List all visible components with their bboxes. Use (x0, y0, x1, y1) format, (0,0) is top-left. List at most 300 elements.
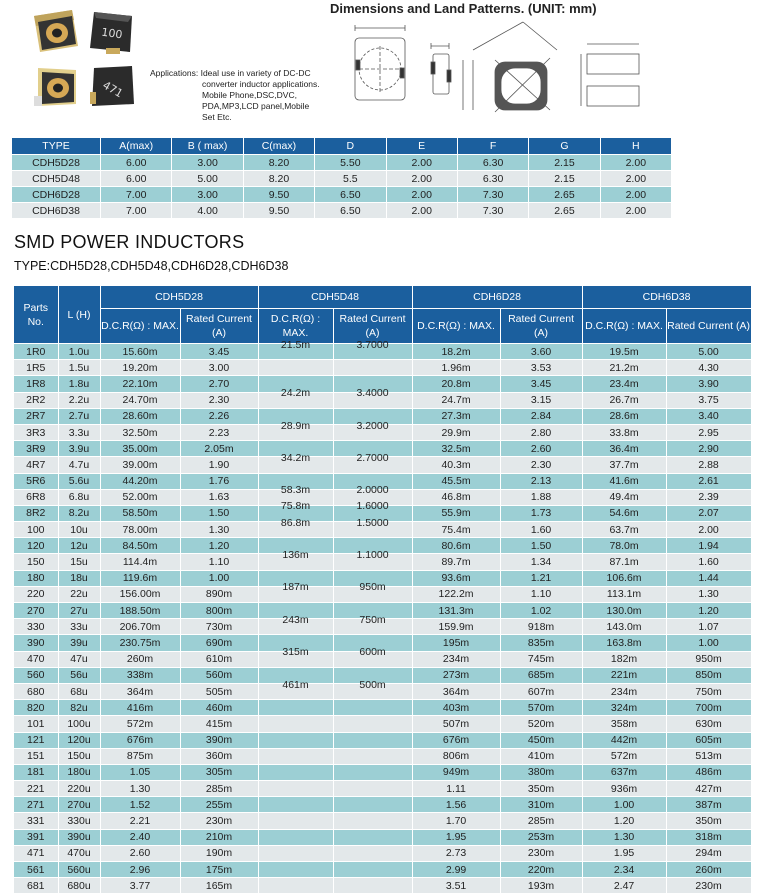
part-no-cell: 680 (14, 683, 58, 699)
dim-value-cell: 2.00 (386, 187, 457, 203)
cdh5d28-dcr-cell: 19.20m (100, 360, 180, 376)
cdh5d28-dcr-cell: 230.75m (100, 635, 180, 651)
cdh6d28-dcr-cell: 507m (412, 716, 500, 732)
cdh6d38-dcr-cell: 1.00 (582, 797, 666, 813)
cdh5d48-value: 600m (359, 646, 386, 659)
cdh6d38-current-cell: 230m (666, 878, 751, 893)
table-row (14, 716, 751, 732)
cdh6d38-dcr-cell: 2.47 (582, 878, 666, 893)
cdh5d28-dcr-cell: 260m (100, 651, 180, 667)
dim-table-row (12, 155, 672, 171)
dim-value-cell: 4.00 (172, 203, 243, 219)
cdh6d38-dcr-cell: 1.30 (582, 829, 666, 845)
part-no-cell: 181 (14, 764, 58, 780)
cdh6d38-current-cell: 2.61 (666, 473, 751, 489)
part-no-cell: 1R8 (14, 376, 58, 392)
cdh5d28-current-cell: 210m (180, 829, 258, 845)
cdh5d48-current-cell (333, 716, 412, 732)
inductance-cell: 180u (58, 764, 100, 780)
inductor-photo-3 (32, 62, 82, 110)
table-row (14, 554, 751, 570)
table-row (14, 732, 751, 748)
dim-header-f: F (457, 138, 528, 155)
cdh5d28-dcr-cell: 84.50m (100, 538, 180, 554)
photo-mark-471: 471 (100, 78, 126, 101)
cdh5d48-current-cell (333, 516, 412, 538)
cdh5d28-current-cell: 1.20 (180, 538, 258, 554)
dim-value-cell: 5.5 (315, 171, 386, 187)
cdh6d28-current-cell: 2.30 (500, 457, 582, 473)
header-group-cdh6d38: CDH6D38 (582, 286, 751, 309)
part-no-cell: 101 (14, 716, 58, 732)
dim-value-cell: 6.50 (315, 203, 386, 219)
cdh5d48-value: 86.8m (280, 516, 311, 529)
cdh5d48-current-cell (333, 878, 412, 893)
cdh5d28-dcr-cell: 119.6m (100, 570, 180, 586)
cdh6d28-current-cell: 835m (500, 635, 582, 651)
cdh5d48-value: 2.7000 (356, 451, 389, 464)
cdh6d38-current-cell: 2.00 (666, 522, 751, 538)
cdh6d38-current-cell: 3.40 (666, 408, 751, 424)
header-group-cdh5d28: CDH5D28 (100, 286, 258, 309)
cdh6d28-dcr-cell: 93.6m (412, 570, 500, 586)
part-no-cell: 220 (14, 586, 58, 602)
inductance-cell: 12u (58, 538, 100, 554)
table-row (14, 829, 751, 845)
table-row (14, 619, 751, 635)
table-row (14, 845, 751, 861)
cdh5d48-dcr-cell (258, 646, 333, 667)
header-rated-current: Rated Current (A) (500, 309, 582, 344)
cdh5d48-value: 21.5m (280, 338, 311, 351)
cdh5d48-dcr-cell (258, 338, 333, 360)
cdh6d38-current-cell: 1.00 (666, 635, 751, 651)
cdh6d38-current-cell: 513m (666, 748, 751, 764)
cdh5d48-dcr-cell (258, 764, 333, 780)
cdh5d48-current-cell (333, 451, 412, 473)
dim-header-a: A(max) (101, 138, 172, 155)
table-row (14, 700, 751, 716)
dim-value-cell: 3.00 (172, 155, 243, 171)
table-row (14, 522, 751, 538)
cdh5d48-value: 1.1000 (356, 549, 389, 562)
dim-value-cell: 7.00 (101, 187, 172, 203)
cdh5d28-current-cell: 360m (180, 748, 258, 764)
cdh5d28-dcr-cell: 44.20m (100, 473, 180, 489)
part-no-cell: 3R3 (14, 424, 58, 440)
cdh6d38-current-cell: 387m (666, 797, 751, 813)
dim-value-cell: 2.00 (386, 171, 457, 187)
cdh6d28-dcr-cell: 1.11 (412, 781, 500, 797)
cdh5d48-dcr-cell (258, 613, 333, 635)
cdh6d28-dcr-cell: 2.73 (412, 845, 500, 861)
inductance-cell: 220u (58, 781, 100, 797)
dimensions-title: Dimensions and Land Patterns. (UNIT: mm) (330, 1, 597, 16)
cdh5d48-value: 750m (359, 613, 386, 626)
cdh6d38-dcr-cell: 130.0m (582, 603, 666, 619)
cdh6d28-dcr-cell: 89.7m (412, 554, 500, 570)
dim-value-cell: 7.30 (457, 187, 528, 203)
cdh6d28-current-cell: 3.45 (500, 376, 582, 392)
cdh6d28-current-cell: 1.60 (500, 522, 582, 538)
header-rated-current: Rated Current (A) (666, 309, 751, 344)
cdh5d28-dcr-cell: 188.50m (100, 603, 180, 619)
cdh6d38-current-cell: 260m (666, 862, 751, 878)
inductance-cell: 82u (58, 700, 100, 716)
table-row (14, 586, 751, 602)
table-row (14, 813, 751, 829)
cdh6d28-dcr-cell: 1.95 (412, 829, 500, 845)
cdh6d38-dcr-cell: 358m (582, 716, 666, 732)
part-no-cell: 331 (14, 813, 58, 829)
part-no-cell: 560 (14, 667, 58, 683)
inductance-cell: 1.8u (58, 376, 100, 392)
cdh6d28-dcr-cell: 1.56 (412, 797, 500, 813)
cdh5d28-current-cell: 610m (180, 651, 258, 667)
header-rated-current: Rated Current (A) (180, 309, 258, 344)
table-row (14, 457, 751, 473)
cdh6d38-dcr-cell: 324m (582, 700, 666, 716)
cdh6d38-dcr-cell: 106.6m (582, 570, 666, 586)
cdh5d48-value: 3.2000 (356, 419, 389, 432)
part-no-cell: 221 (14, 781, 58, 797)
cdh5d28-dcr-cell: 676m (100, 732, 180, 748)
cdh5d28-current-cell: 390m (180, 732, 258, 748)
cdh6d28-current-cell: 607m (500, 683, 582, 699)
cdh5d28-current-cell: 2.26 (180, 408, 258, 424)
cdh5d28-dcr-cell: 1.05 (100, 764, 180, 780)
cdh5d48-current-cell (333, 360, 412, 376)
cdh6d28-dcr-cell: 20.8m (412, 376, 500, 392)
part-no-cell: 1R0 (14, 344, 58, 360)
cdh5d28-dcr-cell: 572m (100, 716, 180, 732)
inductance-cell: 5.6u (58, 473, 100, 489)
part-no-cell: 8R2 (14, 505, 58, 521)
dim-value-cell: 6.50 (315, 187, 386, 203)
table-row (14, 651, 751, 667)
dim-value-cell: 5.50 (315, 155, 386, 171)
cdh5d28-dcr-cell: 2.96 (100, 862, 180, 878)
cdh5d48-value: 75.8m (280, 500, 311, 513)
cdh5d28-current-cell: 505m (180, 683, 258, 699)
cdh5d48-current-cell (333, 646, 412, 667)
part-no-cell: 561 (14, 862, 58, 878)
cdh6d28-current-cell: 2.84 (500, 408, 582, 424)
inductance-cell: 270u (58, 797, 100, 813)
part-no-cell: 390 (14, 635, 58, 651)
inductance-cell: 680u (58, 878, 100, 893)
cdh6d28-current-cell: 450m (500, 732, 582, 748)
cdh5d28-dcr-cell: 206.70m (100, 619, 180, 635)
cdh5d48-current-cell (333, 549, 412, 570)
part-no-cell: 330 (14, 619, 58, 635)
cdh5d28-current-cell: 1.10 (180, 554, 258, 570)
cdh5d48-current-cell (333, 764, 412, 780)
header-group-cdh6d28: CDH6D28 (412, 286, 582, 309)
table-row (14, 748, 751, 764)
cdh5d48-current-cell (333, 781, 412, 797)
cdh5d48-value: 461m (282, 678, 309, 691)
cdh6d38-dcr-cell: 163.8m (582, 635, 666, 651)
cdh6d28-current-cell: 350m (500, 781, 582, 797)
cdh5d48-value: 58.3m (280, 484, 311, 497)
cdh6d38-current-cell: 427m (666, 781, 751, 797)
cdh5d28-current-cell: 800m (180, 603, 258, 619)
cdh5d48-dcr-cell (258, 549, 333, 570)
inductance-cell: 56u (58, 667, 100, 683)
dim-value-cell: 2.65 (529, 187, 600, 203)
cdh6d38-current-cell: 605m (666, 732, 751, 748)
cdh5d28-current-cell: 1.00 (180, 570, 258, 586)
dim-value-cell: 8.20 (243, 155, 314, 171)
cdh6d28-dcr-cell: 75.4m (412, 522, 500, 538)
cdh5d48-value: 950m (359, 581, 386, 594)
inductance-cell: 18u (58, 570, 100, 586)
cdh6d28-dcr-cell: 27.3m (412, 408, 500, 424)
cdh6d38-current-cell: 2.88 (666, 457, 751, 473)
cdh5d28-dcr-cell: 3.77 (100, 878, 180, 893)
cdh5d28-current-cell: 690m (180, 635, 258, 651)
cdh6d38-current-cell: 2.39 (666, 489, 751, 505)
cdh6d38-dcr-cell: 78.0m (582, 538, 666, 554)
cdh6d38-current-cell: 2.95 (666, 424, 751, 440)
cdh5d48-current-cell (333, 581, 412, 602)
cdh5d48-dcr-cell (258, 581, 333, 602)
cdh5d48-dcr-cell (258, 387, 333, 408)
cdh5d48-dcr-cell (258, 845, 333, 861)
table-row (14, 862, 751, 878)
cdh6d28-dcr-cell: 24.7m (412, 392, 500, 408)
cdh5d48-current-cell (333, 419, 412, 440)
dim-value-cell: 2.65 (529, 203, 600, 219)
applications-text (150, 68, 350, 123)
cdh6d38-current-cell: 486m (666, 764, 751, 780)
cdh5d28-current-cell: 2.70 (180, 376, 258, 392)
cdh6d28-dcr-cell: 676m (412, 732, 500, 748)
cdh6d28-dcr-cell: 29.9m (412, 424, 500, 440)
dimension-drawings (345, 20, 645, 126)
cdh5d48-current-cell (333, 678, 412, 699)
cdh6d28-current-cell: 3.15 (500, 392, 582, 408)
cdh5d48-dcr-cell (258, 700, 333, 716)
inductance-cell: 150u (58, 748, 100, 764)
cdh6d38-dcr-cell: 234m (582, 683, 666, 699)
dim-table-row (12, 203, 672, 219)
cdh6d38-current-cell: 1.20 (666, 603, 751, 619)
cdh5d28-dcr-cell: 78.00m (100, 522, 180, 538)
cdh6d28-dcr-cell: 80.6m (412, 538, 500, 554)
cdh6d28-dcr-cell: 1.70 (412, 813, 500, 829)
header-parts-no: Parts No. (14, 286, 58, 344)
cdh5d28-dcr-cell: 1.30 (100, 781, 180, 797)
photo-mark-100: 100 (100, 25, 124, 42)
inductance-cell: 15u (58, 554, 100, 570)
part-no-cell: 3R9 (14, 441, 58, 457)
dim-value-cell: 7.30 (457, 203, 528, 219)
cdh6d28-current-cell: 220m (500, 862, 582, 878)
part-no-cell: 271 (14, 797, 58, 813)
cdh5d48-dcr-cell (258, 716, 333, 732)
cdh5d48-current-cell (333, 338, 412, 360)
table-row (14, 683, 751, 699)
cdh6d28-dcr-cell: 40.3m (412, 457, 500, 473)
dim-value-cell: 8.20 (243, 171, 314, 187)
inductance-cell: 330u (58, 813, 100, 829)
cdh6d38-current-cell: 294m (666, 845, 751, 861)
dim-value-cell: 6.00 (101, 155, 172, 171)
inductor-table (14, 286, 752, 893)
inductance-cell: 390u (58, 829, 100, 845)
cdh6d28-dcr-cell: 159.9m (412, 619, 500, 635)
applications-line: converter inductor applications. (202, 79, 320, 89)
inductance-cell: 22u (58, 586, 100, 602)
part-no-cell: 820 (14, 700, 58, 716)
type-line: TYPE:CDH5D28,CDH5D48,CDH6D28,CDH6D38 (14, 259, 289, 273)
cdh5d28-current-cell: 560m (180, 667, 258, 683)
cdh6d38-current-cell: 1.60 (666, 554, 751, 570)
cdh6d38-current-cell: 3.75 (666, 392, 751, 408)
inductor-photo-4 (88, 62, 138, 110)
dim-header-e: E (386, 138, 457, 155)
header-rated-current: Rated Current (A) (333, 309, 412, 344)
cdh5d28-dcr-cell: 35.00m (100, 441, 180, 457)
cdh5d28-dcr-cell: 114.4m (100, 554, 180, 570)
cdh5d28-current-cell: 2.30 (180, 392, 258, 408)
part-no-cell: 470 (14, 651, 58, 667)
cdh5d28-current-cell: 255m (180, 797, 258, 813)
cdh5d28-current-cell: 890m (180, 586, 258, 602)
inductance-cell: 470u (58, 845, 100, 861)
inductance-cell: 120u (58, 732, 100, 748)
cdh6d28-current-cell: 1.50 (500, 538, 582, 554)
part-no-cell: 120 (14, 538, 58, 554)
cdh6d28-dcr-cell: 1.96m (412, 360, 500, 376)
cdh5d48-current-cell (333, 700, 412, 716)
cdh5d48-dcr-cell (258, 748, 333, 764)
cdh5d28-dcr-cell: 2.21 (100, 813, 180, 829)
dim-value-cell: 2.00 (600, 203, 671, 219)
cdh5d28-current-cell: 165m (180, 878, 258, 893)
cdh5d28-dcr-cell: 2.60 (100, 845, 180, 861)
part-no-cell: 391 (14, 829, 58, 845)
part-no-cell: 6R8 (14, 489, 58, 505)
cdh6d38-current-cell: 350m (666, 813, 751, 829)
inductance-cell: 68u (58, 683, 100, 699)
cdh6d38-dcr-cell: 572m (582, 748, 666, 764)
dim-header-b: B ( max) (172, 138, 243, 155)
cdh5d48-current-cell (333, 845, 412, 861)
part-no-cell: 150 (14, 554, 58, 570)
cdh6d38-dcr-cell: 49.4m (582, 489, 666, 505)
cdh6d28-dcr-cell: 195m (412, 635, 500, 651)
cdh6d38-current-cell: 850m (666, 667, 751, 683)
cdh5d28-dcr-cell: 2.40 (100, 829, 180, 845)
dim-type-cell: CDH5D28 (12, 155, 101, 171)
cdh6d28-current-cell: 1.21 (500, 570, 582, 586)
dim-header-type: TYPE (12, 138, 101, 155)
cdh5d48-value: 1.6000 (356, 500, 389, 513)
cdh5d28-current-cell: 2.23 (180, 424, 258, 440)
dim-value-cell: 9.50 (243, 203, 314, 219)
cdh5d28-dcr-cell: 28.60m (100, 408, 180, 424)
cdh6d38-dcr-cell: 63.7m (582, 522, 666, 538)
cdh6d28-dcr-cell: 2.99 (412, 862, 500, 878)
cdh6d38-dcr-cell: 54.6m (582, 505, 666, 521)
part-no-cell: 2R7 (14, 408, 58, 424)
cdh6d28-current-cell: 1.88 (500, 489, 582, 505)
table-row (14, 878, 751, 893)
part-no-cell: 471 (14, 845, 58, 861)
cdh6d38-dcr-cell: 37.7m (582, 457, 666, 473)
dim-value-cell: 2.15 (529, 155, 600, 171)
cdh6d38-dcr-cell: 936m (582, 781, 666, 797)
dim-table-row (12, 187, 672, 203)
applications-line: Mobile Phone,DSC,DVC, (202, 90, 297, 100)
cdh6d28-current-cell: 918m (500, 619, 582, 635)
cdh6d38-dcr-cell: 19.5m (582, 344, 666, 360)
part-no-cell: 5R6 (14, 473, 58, 489)
cdh5d28-current-cell: 285m (180, 781, 258, 797)
table-row (14, 764, 751, 780)
cdh6d38-dcr-cell: 182m (582, 651, 666, 667)
part-no-cell: 4R7 (14, 457, 58, 473)
cdh6d28-dcr-cell: 403m (412, 700, 500, 716)
cdh6d38-current-cell: 5.00 (666, 344, 751, 360)
cdh6d28-current-cell: 193m (500, 878, 582, 893)
cdh5d28-dcr-cell: 338m (100, 667, 180, 683)
cdh6d28-dcr-cell: 234m (412, 651, 500, 667)
dimension-table (12, 138, 672, 218)
cdh5d48-current-cell (333, 748, 412, 764)
cdh6d28-dcr-cell: 131.3m (412, 603, 500, 619)
dim-value-cell: 6.30 (457, 171, 528, 187)
header-dcr: D.C.R(Ω) : MAX. (100, 309, 180, 344)
inductance-cell: 10u (58, 522, 100, 538)
part-no-cell: 1R5 (14, 360, 58, 376)
cdh6d28-dcr-cell: 55.9m (412, 505, 500, 521)
cdh6d28-dcr-cell: 46.8m (412, 489, 500, 505)
dim-header-g: G (529, 138, 600, 155)
header-inductance: L (H) (58, 286, 100, 344)
cdh5d48-value: 1.5000 (356, 516, 389, 529)
cdh6d28-current-cell: 2.80 (500, 424, 582, 440)
cdh6d38-current-cell: 318m (666, 829, 751, 845)
inductance-cell: 1.5u (58, 360, 100, 376)
cdh5d48-dcr-cell (258, 516, 333, 538)
dim-value-cell: 2.00 (600, 187, 671, 203)
table-row (14, 344, 751, 360)
cdh5d28-dcr-cell: 52.00m (100, 489, 180, 505)
cdh5d48-dcr-cell (258, 829, 333, 845)
cdh5d28-dcr-cell: 32.50m (100, 424, 180, 440)
cdh5d48-current-cell (333, 797, 412, 813)
cdh6d28-current-cell: 230m (500, 845, 582, 861)
cdh6d28-current-cell: 745m (500, 651, 582, 667)
dim-value-cell: 7.00 (101, 203, 172, 219)
cdh5d28-current-cell: 1.50 (180, 505, 258, 521)
cdh5d48-value: 3.7000 (356, 338, 389, 351)
cdh5d48-value: 500m (359, 678, 386, 691)
applications-line: PDA,MP3,LCD panel,Mobile (202, 101, 310, 111)
cdh5d28-current-cell: 175m (180, 862, 258, 878)
dim-value-cell: 2.00 (600, 171, 671, 187)
part-no-cell: 121 (14, 732, 58, 748)
cdh5d48-current-cell (333, 829, 412, 845)
cdh6d28-current-cell: 2.60 (500, 441, 582, 457)
inductance-cell: 3.3u (58, 424, 100, 440)
cdh5d28-dcr-cell: 364m (100, 683, 180, 699)
cdh5d28-current-cell: 1.63 (180, 489, 258, 505)
